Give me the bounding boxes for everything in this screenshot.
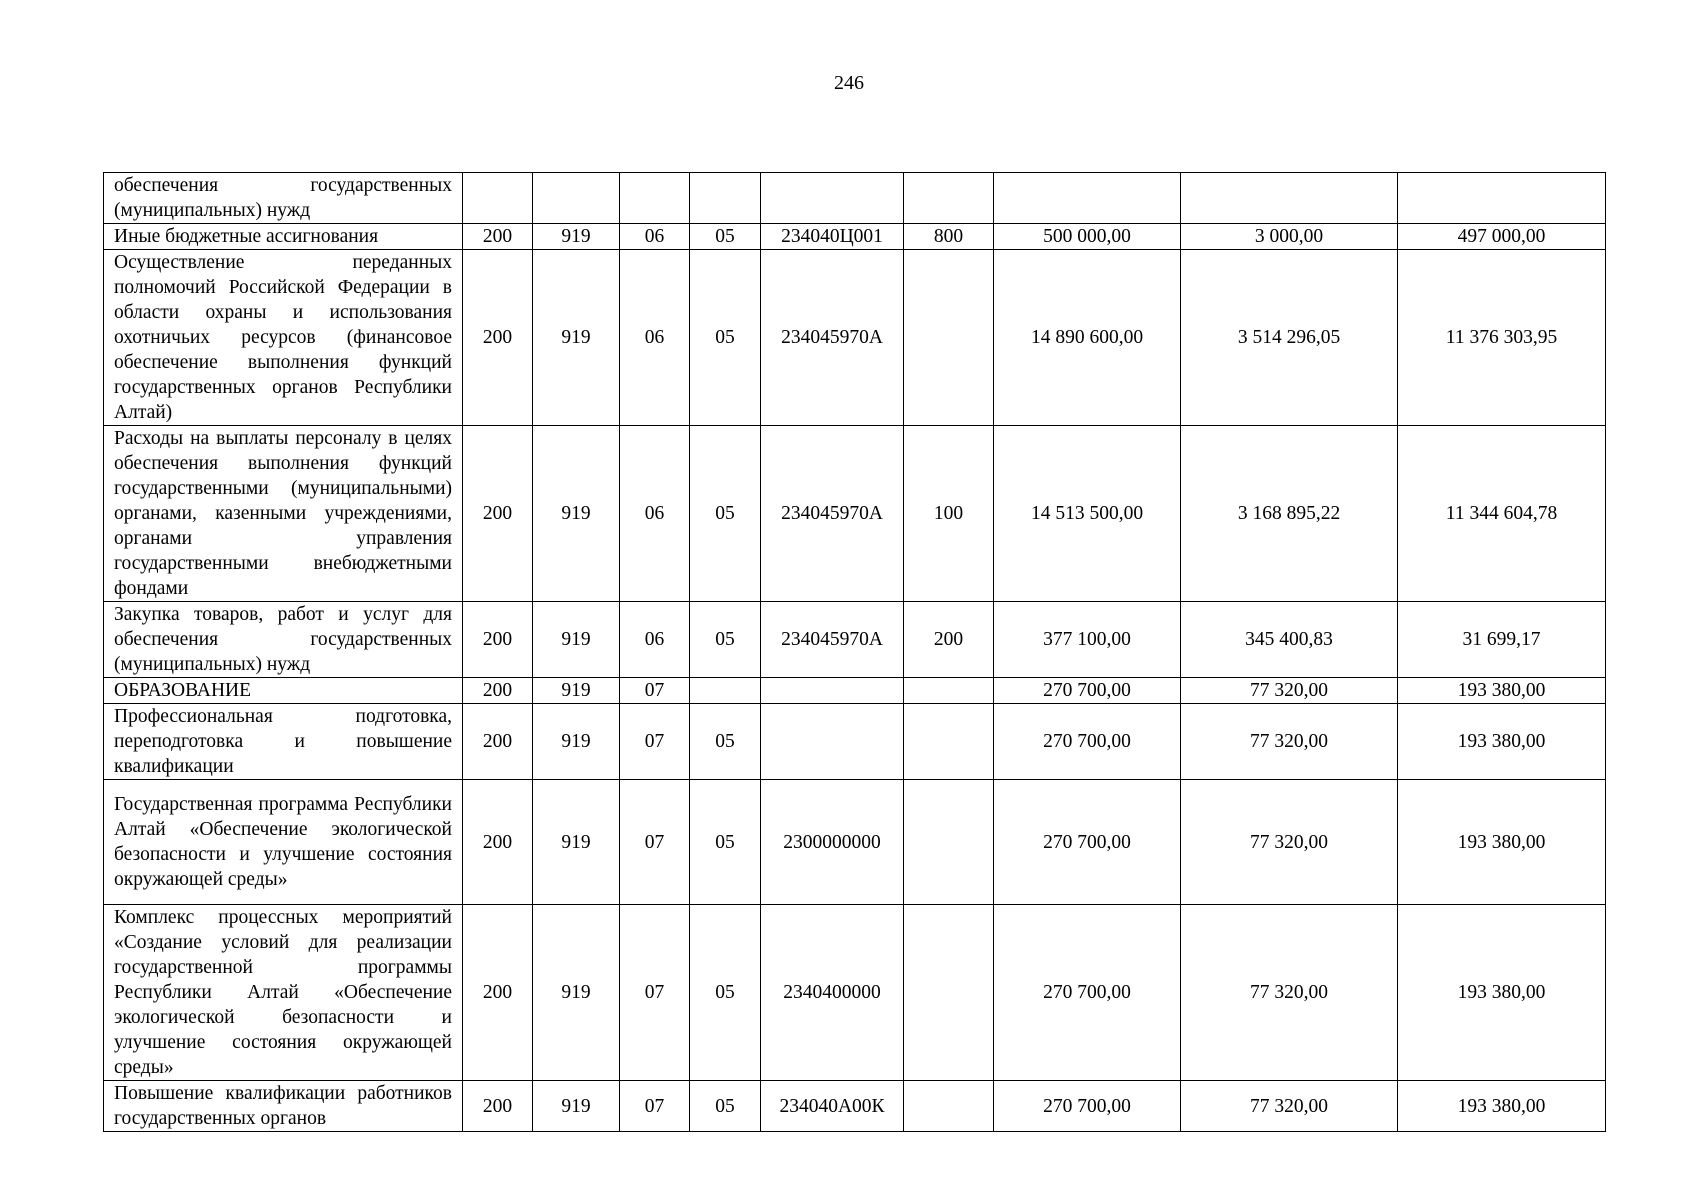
table-row: [104, 905, 1606, 1081]
cell-c4: 05: [690, 1081, 761, 1132]
cell-v1: 377 100,00: [994, 602, 1181, 678]
cell-c2: 919: [533, 602, 620, 678]
cell-c6: 800: [904, 224, 994, 250]
cell-c4: 05: [690, 602, 761, 678]
cell-v3: 193 380,00: [1398, 780, 1606, 905]
cell-c1: 200: [463, 250, 533, 426]
cell-c2: 919: [533, 704, 620, 780]
table-row: [104, 173, 1606, 224]
table-row: [104, 224, 1606, 250]
cell-v1: 270 700,00: [994, 704, 1181, 780]
cell-v3: 193 380,00: [1398, 704, 1606, 780]
cell-v2: 3 000,00: [1181, 224, 1398, 250]
cell-v3: [1398, 173, 1606, 224]
cell-c5: [761, 678, 904, 704]
cell-v3: 497 000,00: [1398, 224, 1606, 250]
row-name: Осуществление переданных полномочий Российской Федерации в области охраны и использования охотничьих ресурсов (финансовое обеспечение выполнения функций государственных органов Республики Алтай): [104, 250, 463, 426]
cell-c6: [904, 250, 994, 426]
cell-v1: 14 890 600,00: [994, 250, 1181, 426]
cell-c4: 05: [690, 704, 761, 780]
cell-v2: 77 320,00: [1181, 905, 1398, 1081]
cell-c1: 200: [463, 905, 533, 1081]
cell-v2: 77 320,00: [1181, 1081, 1398, 1132]
row-name: ОБРАЗОВАНИЕ: [104, 678, 463, 704]
cell-c6: 200: [904, 602, 994, 678]
cell-c4: [690, 678, 761, 704]
cell-v3: 193 380,00: [1398, 678, 1606, 704]
cell-c2: 919: [533, 1081, 620, 1132]
cell-c4: 05: [690, 780, 761, 905]
table-row: [104, 704, 1606, 780]
cell-v2: 3 168 895,22: [1181, 426, 1398, 602]
cell-c1: 200: [463, 704, 533, 780]
row-name: Профессиональная подготовка, переподготовка и повышение квалификации: [104, 704, 463, 780]
cell-c4: 05: [690, 905, 761, 1081]
table-row: [104, 678, 1606, 704]
cell-c6: 100: [904, 426, 994, 602]
cell-c5: 2300000000: [761, 780, 904, 905]
cell-v2: [1181, 173, 1398, 224]
cell-c4: 05: [690, 426, 761, 602]
cell-v1: 500 000,00: [994, 224, 1181, 250]
cell-c2: 919: [533, 250, 620, 426]
cell-c1: 200: [463, 602, 533, 678]
cell-c4: 05: [690, 224, 761, 250]
cell-c3: 06: [620, 250, 690, 426]
cell-c5: 2340400000: [761, 905, 904, 1081]
budget-table: [103, 172, 1606, 1132]
cell-c2: 919: [533, 905, 620, 1081]
cell-c3: 06: [620, 224, 690, 250]
cell-c5: 234040Ц001: [761, 224, 904, 250]
cell-c3: 07: [620, 1081, 690, 1132]
cell-v1: 270 700,00: [994, 905, 1181, 1081]
cell-c1: 200: [463, 224, 533, 250]
row-name: Комплекс процессных мероприятий «Создание условий для реализации государственной программы Республики Алтай «Обеспечение экологической безопасности и улучшение состояния окружающей среды»: [104, 905, 463, 1081]
table-row: [104, 426, 1606, 602]
cell-c2: 919: [533, 780, 620, 905]
cell-c6: [904, 678, 994, 704]
table-row: [104, 250, 1606, 426]
cell-c6: [904, 704, 994, 780]
row-name: Закупка товаров, работ и услуг для обеспечения государственных (муниципальных) нужд: [104, 602, 463, 678]
cell-v1: 270 700,00: [994, 1081, 1181, 1132]
cell-v1: 270 700,00: [994, 780, 1181, 905]
cell-c5: [761, 173, 904, 224]
cell-c5: 234045970А: [761, 426, 904, 602]
cell-c3: 07: [620, 905, 690, 1081]
cell-c6: [904, 780, 994, 905]
cell-v1: [994, 173, 1181, 224]
cell-c6: [904, 905, 994, 1081]
cell-v3: 11 376 303,95: [1398, 250, 1606, 426]
cell-c4: [690, 173, 761, 224]
table-row: [104, 780, 1606, 905]
cell-c3: 06: [620, 426, 690, 602]
cell-c3: 07: [620, 704, 690, 780]
cell-c3: [620, 173, 690, 224]
cell-v2: 77 320,00: [1181, 704, 1398, 780]
table-row: [104, 602, 1606, 678]
cell-v3: 193 380,00: [1398, 1081, 1606, 1132]
cell-v3: 31 699,17: [1398, 602, 1606, 678]
page-number: 246: [834, 72, 864, 94]
cell-c2: 919: [533, 426, 620, 602]
cell-c4: 05: [690, 250, 761, 426]
cell-c1: 200: [463, 1081, 533, 1132]
table-row: [104, 1081, 1606, 1132]
cell-c3: 07: [620, 780, 690, 905]
cell-c5: 234040А00К: [761, 1081, 904, 1132]
cell-c6: [904, 173, 994, 224]
cell-v3: 11 344 604,78: [1398, 426, 1606, 602]
row-name: Повышение квалификации работников государственных органов: [104, 1081, 463, 1132]
cell-v2: 3 514 296,05: [1181, 250, 1398, 426]
cell-c5: [761, 704, 904, 780]
cell-c2: [533, 173, 620, 224]
cell-c5: 234045970А: [761, 250, 904, 426]
cell-c1: 200: [463, 426, 533, 602]
row-name: Расходы на выплаты персоналу в целях обеспечения выполнения функций государственными (муниципальными) органами, казенными учреждениями, органами управления государственными внебюджетными фондами: [104, 426, 463, 602]
row-name: обеспечения государственных (муниципальных) нужд: [104, 173, 463, 224]
cell-c3: 07: [620, 678, 690, 704]
cell-c2: 919: [533, 678, 620, 704]
cell-v2: 77 320,00: [1181, 678, 1398, 704]
cell-c6: [904, 1081, 994, 1132]
row-name: Иные бюджетные ассигнования: [104, 224, 463, 250]
cell-v2: 345 400,83: [1181, 602, 1398, 678]
cell-c1: 200: [463, 678, 533, 704]
cell-v1: 270 700,00: [994, 678, 1181, 704]
cell-c3: 06: [620, 602, 690, 678]
cell-c1: 200: [463, 780, 533, 905]
cell-v1: 14 513 500,00: [994, 426, 1181, 602]
cell-c1: [463, 173, 533, 224]
cell-c5: 234045970А: [761, 602, 904, 678]
row-name: Государственная программа Республики Алтай «Обеспечение экологической безопасности и улучшение состояния окружающей среды»: [104, 780, 463, 905]
cell-v2: 77 320,00: [1181, 780, 1398, 905]
cell-v3: 193 380,00: [1398, 905, 1606, 1081]
cell-c2: 919: [533, 224, 620, 250]
